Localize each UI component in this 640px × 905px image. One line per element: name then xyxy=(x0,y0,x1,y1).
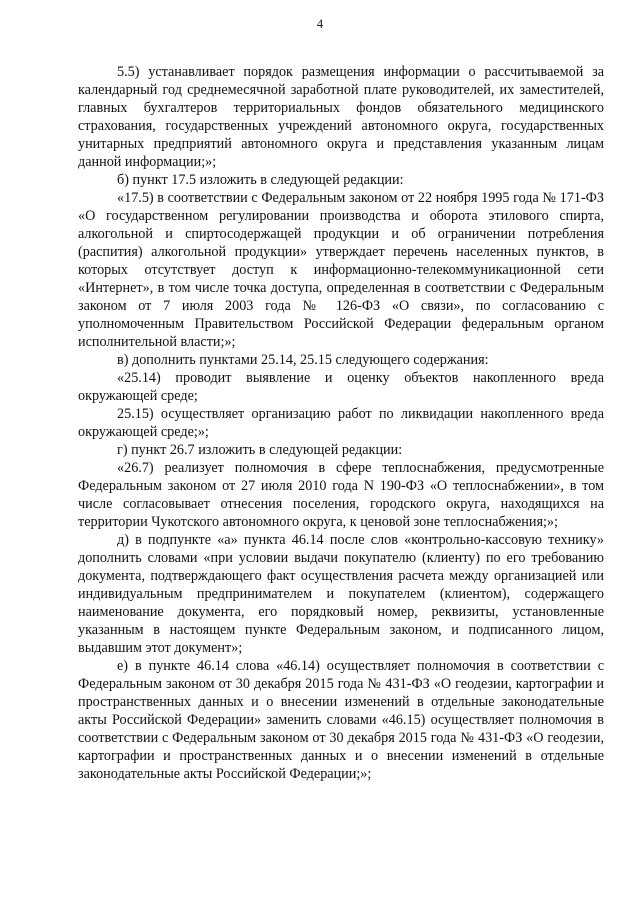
paragraph-v-intro: в) дополнить пунктами 25.14, 25.15 следующего содержания: xyxy=(117,352,489,368)
paragraph-g-intro: г) пункт 26.7 изложить в следующей редакции: xyxy=(117,442,403,458)
paragraph-5-5: 5.5) устанавливает порядок размещения информации о рассчитываемой за календарный год среднемесячной заработной плате руководителей, их заместителей, главных бухгалтеров территориальных фондов обязательного медицинского страхования, государственных учреждений автономного округа, государственных унитарных предприятий автономного округа и представления указанным лицам данной информации;»; xyxy=(78,64,604,170)
paragraph-e: е) в пункте 46.14 слова «46.14) осуществляет полномочия в соответствии с Федеральным законом от 30 декабря 2015 года № 431-ФЗ «О геодезии, картографии и пространственных данных и о внесении изменений в отдельные законодательные акты Российской Федерации» заменить словами «46.15) осуществляет полномочия в соответствии с Федеральным законом от 30 декабря 2015 года № 431-ФЗ «О геодезии, картографии и пространственных данных и о внесении изменений в отдельные законодательные акты Российской Федерации;»; xyxy=(78,658,604,782)
paragraph-d: д) в подпункте «а» пункта 46.14 после слов «контрольно-кассовую технику» дополнить словами «при условии выдачи покупателю (клиенту) по его требованию документа, подтверждающего факт осуществления расчета между организацией или индивидуальным предпринимателем и покупателем (клиентом), содержащего наименование документа, его порядковый номер, реквизиты, установленные указанным в настоящем пункте Федеральным законом, и подписанного лицом, выдавшим этот документ»; xyxy=(78,532,604,656)
document-body xyxy=(78,63,604,783)
paragraph-25-15: 25.15) осуществляет организацию работ по ликвидации накопленного вреда окружающей среде;»; xyxy=(78,406,604,440)
paragraph-26-7: «26.7) реализует полномочия в сфере теплоснабжения, предусмотренные Федеральным законом от 27 июля 2010 года N 190-ФЗ «О теплоснабжении», в том числе согласовывает отнесения поселения, городского округа, находящихся на территории Чукотского автономного округа, к ценовой зоне теплоснабжения;»; xyxy=(78,460,604,530)
paragraph-25-14: «25.14) проводит выявление и оценку объектов накопленного вреда окружающей среде; xyxy=(78,370,604,404)
page-number: 4 xyxy=(316,17,324,31)
paragraph-17-5: «17.5) в соответствии с Федеральным законом от 22 ноября 1995 года № 171-ФЗ «О государственном регулировании производства и оборота этилового спирта, алкогольной и спиртосодержащей продукции и об ограничении потребления (распития) алкогольной продукции» утверждает перечень населенных пунктов, в которых отсутствует доступ к информационно-телекоммуникационной сети «Интернет», в том числе точка доступа, определенная в соответствии с Федеральным законом от 7 июля 2003 года № 126-ФЗ «О связи», по согласованию с уполномоченным Правительством Российской Федерации федеральным органом исполнительной власти;»; xyxy=(78,190,604,350)
paragraph-b-intro: б) пункт 17.5 изложить в следующей редакции: xyxy=(117,172,404,188)
